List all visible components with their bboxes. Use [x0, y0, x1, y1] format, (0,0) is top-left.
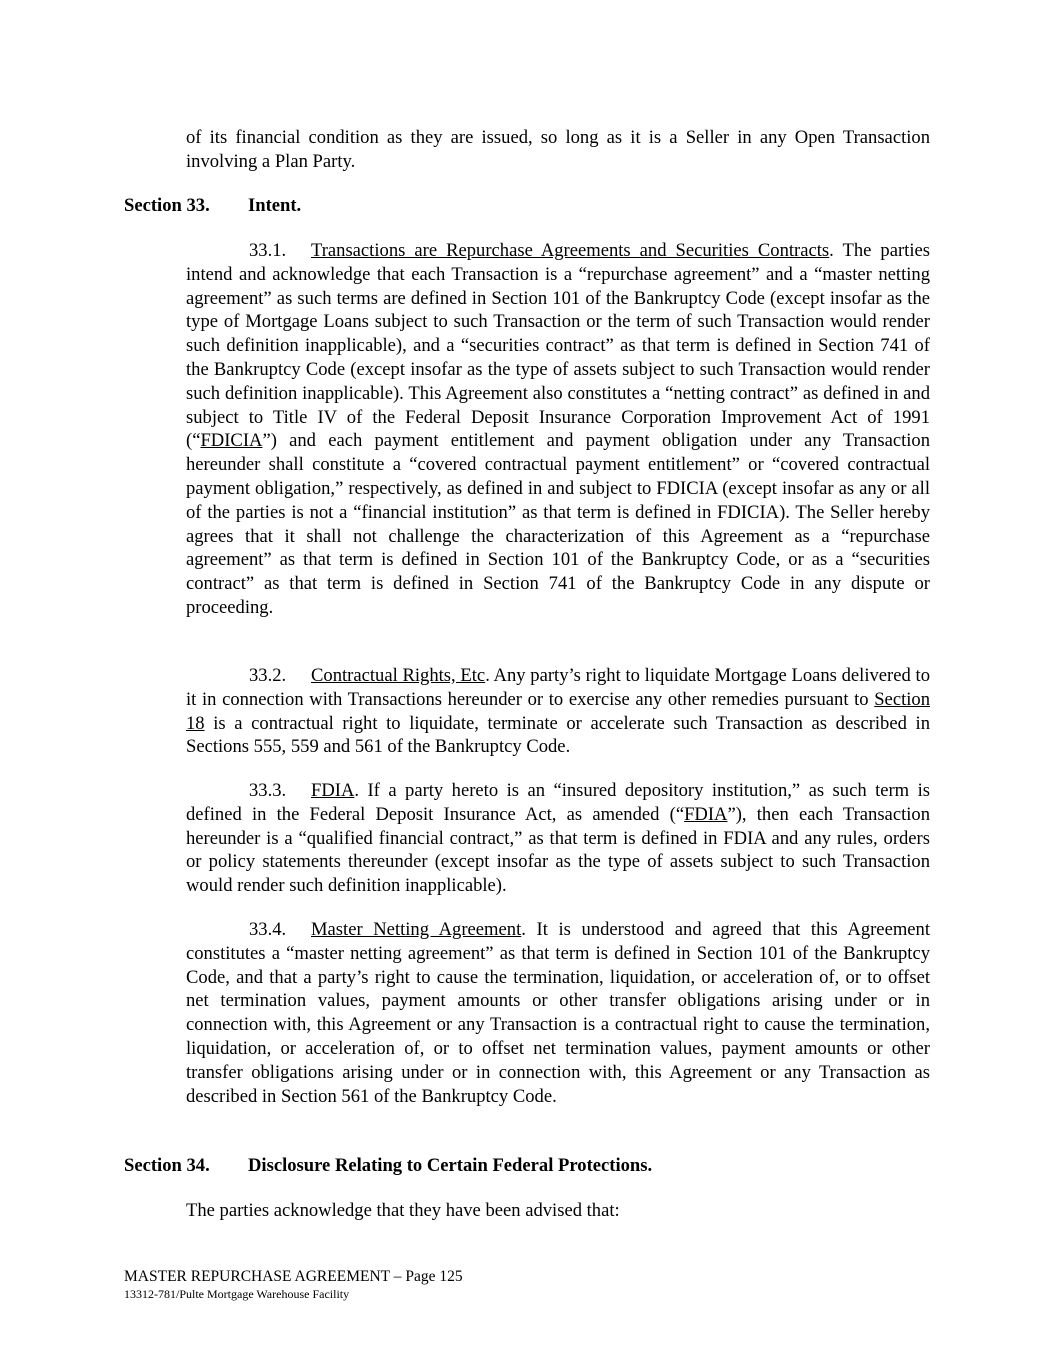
paragraph-title: Contractual Rights, Etc — [311, 665, 486, 686]
footer-doc-id: 13312-781/Pulte Mortgage Warehouse Facility — [124, 1287, 350, 1301]
paragraph-33-2 — [186, 664, 930, 759]
paragraph-text: . The parties intend and acknowledge that each Transaction is a “repurchase agreement” and a “master netting agreement” as such terms are defined in Section 101 of the Bankruptcy Code (except insofar as the type of Mortgage Loans subject to such Transaction or the term of such Transaction would render such definition inapplicable), and a “securities contract” as that term is defined in Section 741 of the Bankruptcy Code (except insofar as the type of assets subject to such Transaction would render such definition inapplicable). This Agreement also constitutes a “netting contract” as defined in and subject to Title IV of the Federal Deposit Insurance Corporation Improvement Act of 1991 (“ — [186, 240, 930, 452]
fdia-defined-term: FDIA — [684, 803, 728, 825]
section-number: Section 34. — [124, 1155, 210, 1176]
section-33-heading — [124, 194, 301, 218]
paragraph-title: Master Netting Agreement — [311, 919, 522, 940]
section-title: Intent. — [248, 195, 302, 216]
section-number: Section 33. — [124, 195, 210, 216]
section-title: Disclosure Relating to Certain Federal Protections. — [248, 1155, 653, 1176]
paragraph-33-4 — [186, 918, 930, 1108]
paragraph-text: . If a party hereto is an “insured depository institution,” as such term is defined in the Federal Deposit Insurance Act, as amended (“ — [186, 780, 930, 825]
paragraph-text: . It is understood and agreed that this Agreement constitutes a “master netting agreement” as that term is defined in Section 101 of the Bankruptcy Code, and that a party’s right to cause the termination, liquidation, or acceleration of, or to offset net termination values, payment amounts or other transfer obligations arising under or in connection with, this Agreement or any Transaction is a contractual right to cause the termination, liquidation, or acceleration of, or to offset net termination values, payment amounts or other transfer obligations arising under or in connection with, this Agreement or any Transaction as described in Section 561 of the Bankruptcy Code. — [186, 919, 930, 1107]
fdicia-defined-term: FDICIA — [200, 430, 263, 452]
section-18-reference: Section 18 — [186, 688, 930, 734]
footer-title: MASTER REPURCHASE AGREEMENT – Page 125 — [124, 1268, 463, 1285]
paragraph-34-intro: The parties acknowledge that they have been advised that: — [186, 1200, 620, 1221]
paragraph-33-3 — [186, 779, 930, 898]
continuation-paragraph: of its financial condition as they are issued, so long as it is a Seller in any Open Transaction involving a Plan Party. — [186, 127, 930, 172]
paragraph-text: is a contractual right to liquidate, terminate or accelerate such Transaction as described in Sections 555, 559 and 561 of the Bankruptcy Code. — [186, 712, 930, 758]
section-34-heading — [124, 1154, 652, 1178]
paragraph-number: 33.4. — [249, 919, 287, 940]
paragraph-text: . Any party’s right to liquidate Mortgage Loans delivered to it in connection with Transactions hereunder or to exercise any other remedies pursuant to — [186, 665, 930, 710]
paragraph-number: 33.2. — [249, 665, 287, 686]
paragraph-text: ”) and each payment entitlement and payment obligation under any Transaction hereunder shall constitute a “covered contractual payment entitlement” or “covered contractual payment obligation,” respectively, as defined in and subject to FDICIA (except insofar as any or all of the parties is not a “financial institution” as that term is defined in FDICIA). The Seller hereby agrees that it shall not challenge the characterization of this Agreement as a “repurchase agreement” as that term is defined in Section 101 of the Bankruptcy Code, or as a “securities contract” as that term is defined in Section 741 of the Bankruptcy Code in any dispute or proceeding. — [186, 430, 930, 618]
paragraph-number: 33.1. — [249, 240, 287, 261]
paragraph-title: FDIA — [311, 780, 355, 801]
paragraph-text: ”), then each Transaction hereunder is a “qualified financial contract,” as that term is defined in FDIA and any rules, orders or policy statements thereunder (except insofar as the type of assets subject to such Transaction would render such definition inapplicable). — [186, 803, 930, 897]
paragraph-number: 33.3. — [249, 780, 287, 801]
paragraph-33-1 — [186, 239, 930, 620]
paragraph-title: Transactions are Repurchase Agreements and Securities Contracts — [311, 240, 830, 261]
